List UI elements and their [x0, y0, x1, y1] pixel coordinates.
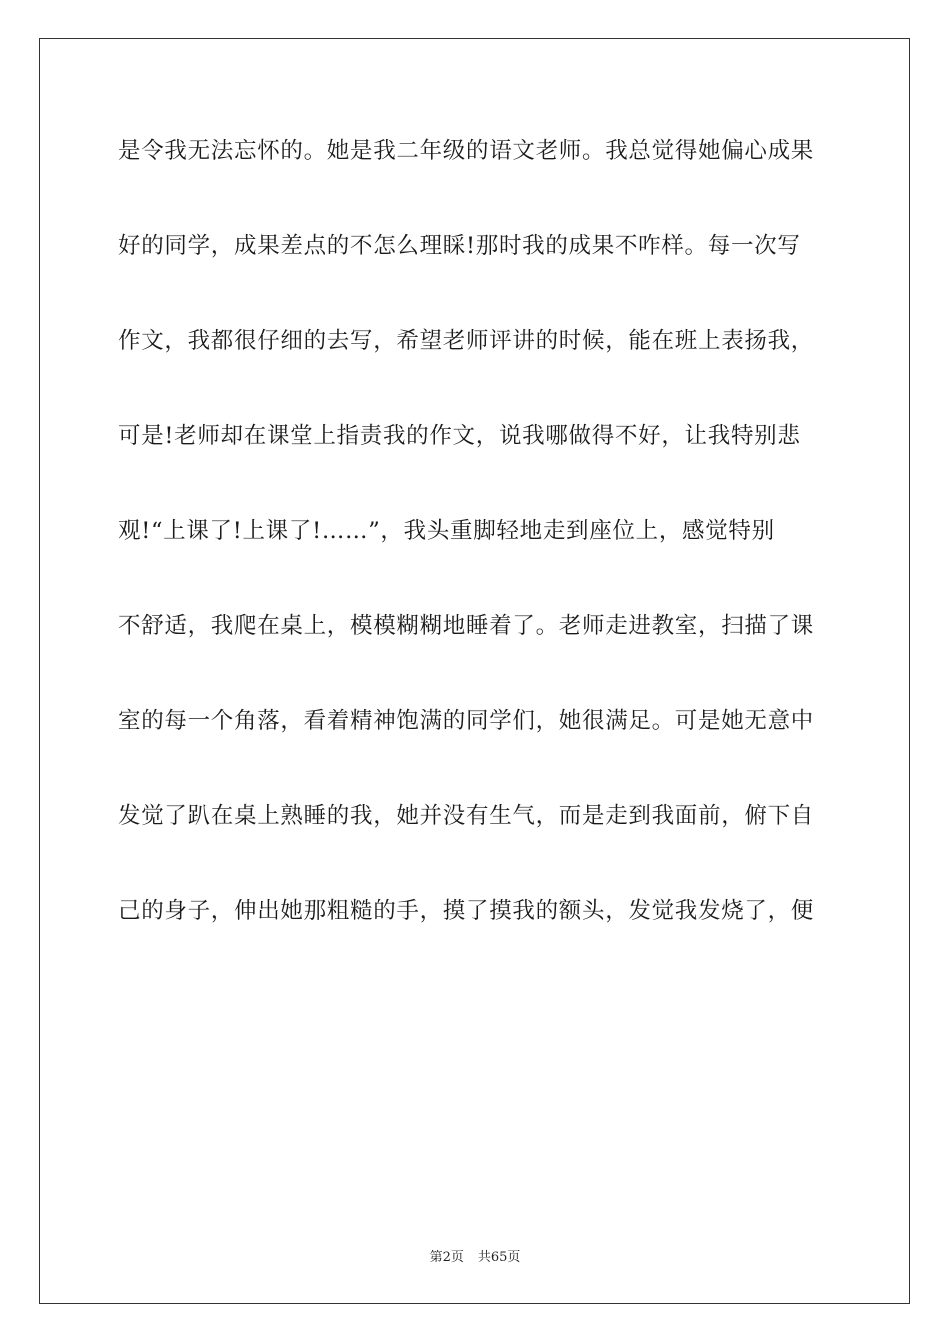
- text-line: 是令我无法忘怀的。她是我二年级的语文老师。我总觉得她偏心成果: [118, 138, 815, 164]
- total-pages: 共65页: [477, 1250, 521, 1265]
- text-line: 观!“上课了!上课了!……”，我头重脚轻地走到座位上，感觉特别: [118, 518, 775, 544]
- text-line: 不舒适，我爬在桌上，模模糊糊地睡着了。老师走进教室，扫描了课: [118, 613, 815, 639]
- page-footer: [0, 1246, 950, 1265]
- document-body: [118, 133, 838, 988]
- text-line: 作文，我都很仔细的去写，希望老师评讲的时候，能在班上表扬我，: [118, 328, 815, 354]
- text-line: 己的身子，伸出她那粗糙的手，摸了摸我的额头，发觉我发烧了，便: [118, 898, 815, 924]
- text-line: 可是!老师却在课堂上指责我的作文，说我哪做得不好，让我特别悲: [118, 423, 801, 449]
- text-line: 发觉了趴在桌上熟睡的我，她并没有生气，而是走到我面前，俯下自: [118, 803, 815, 829]
- text-line: 好的同学，成果差点的不怎么理睬!那时我的成果不咋样。每一次写: [118, 233, 801, 259]
- page-number: 第2页: [429, 1250, 464, 1265]
- text-line: 室的每一个角落，看着精神饱满的同学们，她很满足。可是她无意中: [118, 708, 815, 734]
